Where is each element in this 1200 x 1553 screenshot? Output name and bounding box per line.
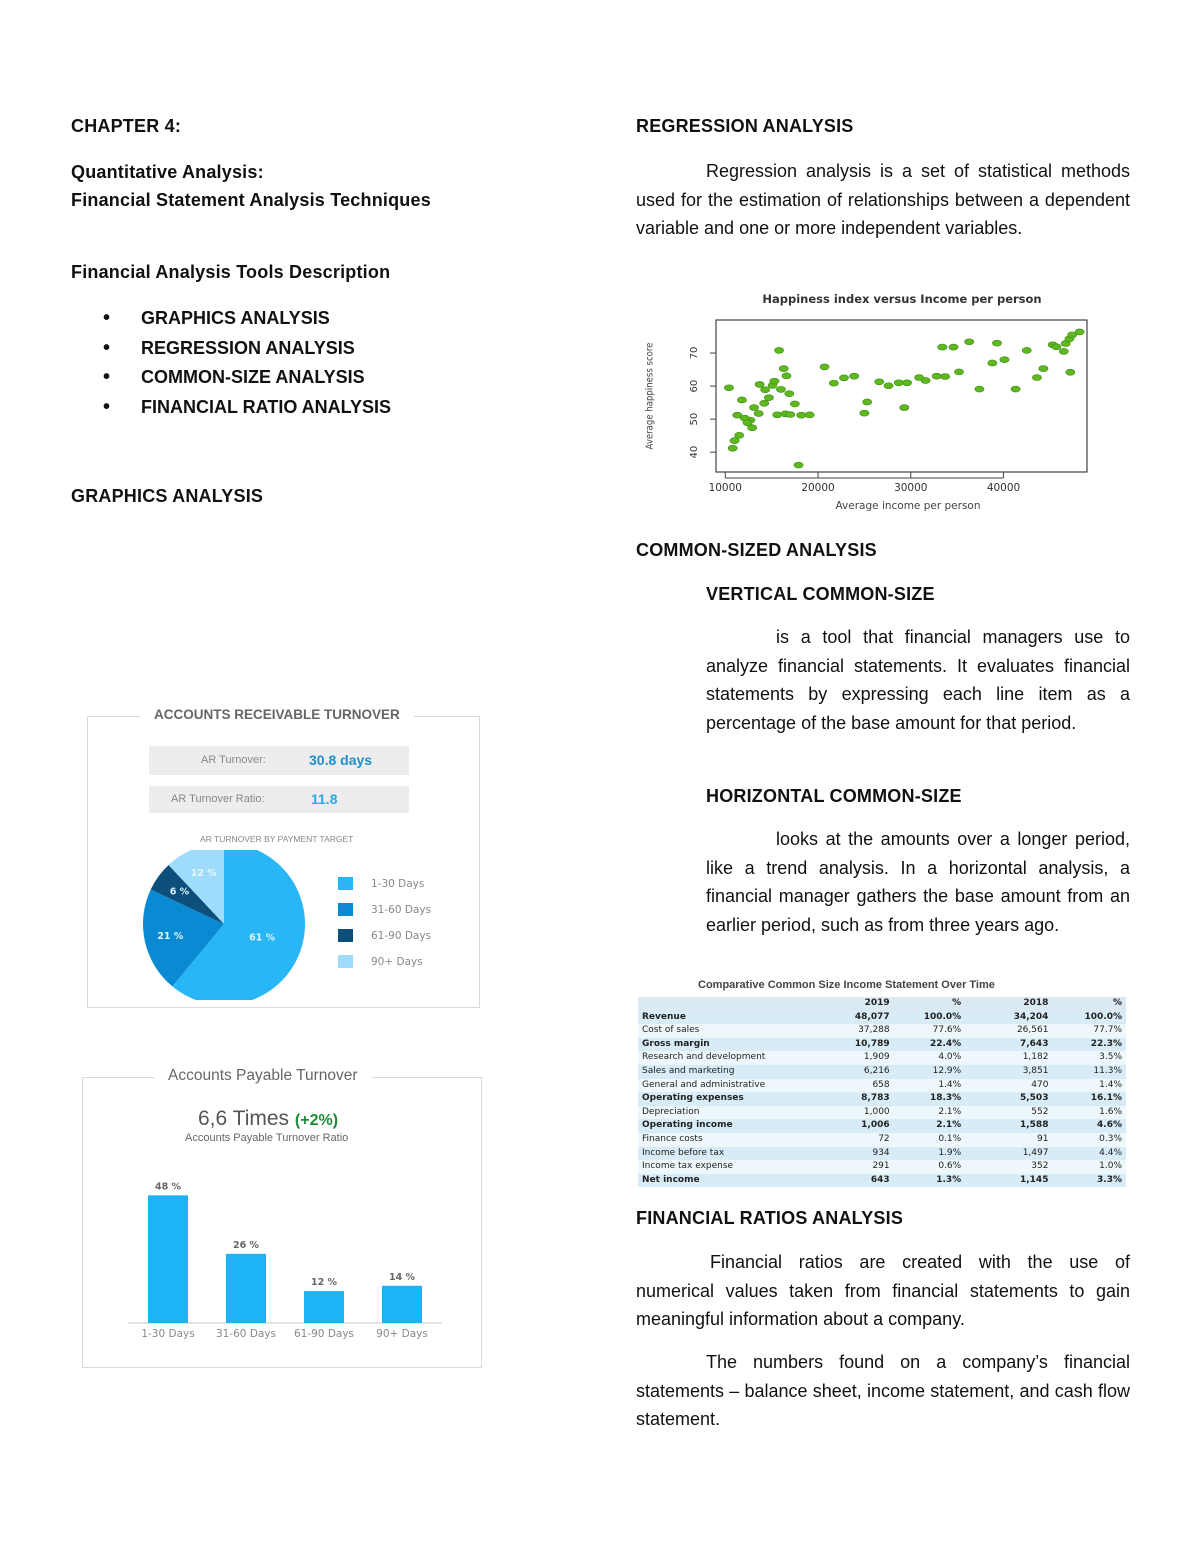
scatter-point: [737, 397, 746, 403]
scatter-point: [724, 385, 733, 391]
scatter-point: [755, 381, 764, 387]
table-cell: General and administrative: [638, 1079, 834, 1093]
legend-swatch: [338, 903, 353, 916]
bar-category-label: 1-30 Days: [141, 1328, 195, 1340]
tools-list-item: • FINANCIAL RATIO ANALYSIS: [71, 397, 391, 427]
y-tick-label: 50: [689, 412, 700, 426]
table-cell: 100.0%: [1052, 1011, 1126, 1025]
scatter-point: [1032, 374, 1041, 380]
table-row: [638, 1133, 1126, 1147]
bar: [148, 1195, 188, 1323]
bar: [382, 1286, 422, 1323]
table-cell: 1,588: [965, 1119, 1052, 1133]
pie-data-label: 61 %: [249, 932, 276, 944]
table-row: [638, 1106, 1126, 1120]
vertical-paragraph: is a tool that financial managers use to analyze financial statements. It evaluates financial statements by expressing each line item as a percentage of the base amount for that period.: [706, 627, 1130, 733]
table-cell: Finance costs: [638, 1133, 834, 1147]
ap-value: 6,6 Times: [198, 1107, 290, 1130]
table-row: [638, 1038, 1126, 1052]
scatter-point: [900, 405, 909, 411]
table-row: [638, 1011, 1126, 1025]
table-row: [638, 1092, 1126, 1106]
scatter-point: [773, 412, 782, 418]
table-cell: 0.6%: [894, 1160, 966, 1174]
pie-data-label: 6 %: [169, 886, 190, 898]
scatter-point: [1000, 357, 1009, 363]
table-cell: 7,643: [965, 1038, 1052, 1052]
scatter-x-label: Average income per person: [835, 500, 981, 512]
legend-label: 31-60 Days: [371, 904, 432, 916]
vertical-heading: VERTICAL COMMON-SIZE: [706, 584, 935, 604]
table-cell: Income tax expense: [638, 1160, 834, 1174]
horizontal-heading: HORIZONTAL COMMON-SIZE: [706, 786, 962, 806]
table-cell: 77.7%: [1052, 1024, 1126, 1038]
scatter-point: [938, 344, 947, 350]
table-cell: 3.3%: [1052, 1174, 1126, 1188]
ar-ratio-label: AR Turnover Ratio:: [171, 793, 265, 805]
table-cell: 12.9%: [894, 1065, 966, 1079]
table-cell: 18.3%: [894, 1092, 966, 1106]
scatter-point: [932, 373, 941, 379]
y-tick-label: 60: [689, 379, 700, 393]
table-cell: Sales and marketing: [638, 1065, 834, 1079]
scatter-point: [863, 399, 872, 405]
scatter-point: [829, 380, 838, 386]
table-cell: 16.1%: [1052, 1092, 1126, 1106]
table-cell: 1,006: [834, 1119, 894, 1133]
table-cell: 10,789: [834, 1038, 894, 1052]
legend-swatch: [338, 929, 353, 942]
bar-data-label: 14 %: [388, 1271, 416, 1283]
ap-bar-chart: [120, 1165, 460, 1350]
scatter-point: [839, 375, 848, 381]
table-cell: 1.6%: [1052, 1106, 1126, 1120]
table-cell: Research and development: [638, 1051, 834, 1065]
bar-data-label: 12 %: [310, 1277, 338, 1289]
table-cell: 643: [834, 1174, 894, 1188]
scatter-point: [805, 412, 814, 418]
scatter-point: [1075, 329, 1084, 335]
scatter-point: [975, 386, 984, 392]
scatter-point: [1039, 366, 1048, 372]
table-cell: 934: [834, 1147, 894, 1161]
scatter-point: [797, 412, 806, 418]
pie-data-label: 21 %: [157, 931, 184, 943]
legend-swatch: [338, 955, 353, 968]
ar-card-title: ACCOUNTS RECEIVABLE TURNOVER: [140, 707, 414, 722]
scatter-point: [860, 410, 869, 416]
tools-list-item: • GRAPHICS ANALYSIS: [71, 308, 391, 338]
tools-list-item: • REGRESSION ANALYSIS: [71, 338, 391, 368]
ap-headline: [198, 1107, 338, 1131]
table-header: 2018: [965, 997, 1052, 1011]
table-cell: 11.3%: [1052, 1065, 1126, 1079]
table-cell: 1.4%: [1052, 1079, 1126, 1093]
common-size-table: [638, 997, 1126, 1187]
subtitle-line-1: Quantitative Analysis:: [71, 162, 264, 182]
y-tick-label: 70: [689, 346, 700, 360]
table-cell: 291: [834, 1160, 894, 1174]
scatter-point: [902, 380, 911, 386]
table-row: [638, 1051, 1126, 1065]
x-tick-label: 20000: [801, 482, 835, 494]
pie-data-label: 12 %: [190, 867, 217, 879]
table-header: %: [1052, 997, 1126, 1011]
scatter-point: [954, 369, 963, 375]
table-cell: Income before tax: [638, 1147, 834, 1161]
table-row: [638, 1065, 1126, 1079]
horizontal-paragraph: looks at the amounts over a longer period, like a trend analysis. In a horizontal analysis, a financial manager gathers the base amount from an earlier period, such as from three years ago.: [706, 829, 1130, 935]
table-header: [638, 997, 834, 1011]
table-cell: 77.6%: [894, 1024, 966, 1038]
scatter-point: [779, 366, 788, 372]
table-cell: 22.3%: [1052, 1038, 1126, 1052]
table-cell: 26,561: [965, 1024, 1052, 1038]
table-cell: 3.5%: [1052, 1051, 1126, 1065]
ratios-heading: FINANCIAL RATIOS ANALYSIS: [636, 1208, 904, 1228]
ar-pie-chart: [130, 850, 460, 1000]
table-cell: 1,497: [965, 1147, 1052, 1161]
scatter-point: [1052, 344, 1061, 350]
table-header: %: [894, 997, 966, 1011]
table-cell: 4.6%: [1052, 1119, 1126, 1133]
ar-ratio-value: 11.8: [311, 791, 338, 807]
subtitle-line-2: Financial Statement Analysis Techniques: [71, 190, 431, 210]
regression-paragraph: Regression analysis is a set of statistical methods used for the estimation of relationships between a dependent variable and one or more independent variables.: [636, 161, 1130, 238]
scatter-point: [749, 405, 758, 411]
table-cell: 658: [834, 1079, 894, 1093]
ar-turnover-value: 30.8 days: [309, 752, 373, 768]
ap-subtitle: Accounts Payable Turnover Ratio: [185, 1132, 349, 1144]
x-tick-label: 30000: [894, 482, 928, 494]
scatter-point: [774, 347, 783, 353]
table-row: [638, 1160, 1126, 1174]
table-cell: 34,204: [965, 1011, 1052, 1025]
regression-scatter-chart: [638, 288, 1118, 516]
table-cell: 22.4%: [894, 1038, 966, 1052]
scatter-point: [785, 391, 794, 397]
bar-category-label: 31-60 Days: [215, 1328, 277, 1340]
table-cell: 1,145: [965, 1174, 1052, 1188]
table-cell: Net income: [638, 1174, 834, 1188]
common-size-heading: COMMON-SIZED ANALYSIS: [636, 540, 877, 560]
graphics-heading: GRAPHICS ANALYSIS: [71, 486, 264, 506]
table-row: [638, 1119, 1126, 1133]
common-size-table-title: Comparative Common Size Income Statement Over Time: [698, 979, 995, 991]
table-cell: 0.1%: [894, 1133, 966, 1147]
table-cell: 6,216: [834, 1065, 894, 1079]
scatter-point: [921, 377, 930, 383]
scatter-point: [965, 339, 974, 345]
regression-heading: REGRESSION ANALYSIS: [636, 116, 854, 136]
table-cell: 100.0%: [894, 1011, 966, 1025]
table-cell: 2.1%: [894, 1106, 966, 1120]
table-cell: 1,182: [965, 1051, 1052, 1065]
scatter-point: [940, 374, 949, 380]
table-cell: 72: [834, 1133, 894, 1147]
legend-label: 1-30 Days: [371, 878, 425, 890]
scatter-point: [875, 379, 884, 385]
ar-ratio-row: [149, 786, 409, 813]
legend-swatch: [338, 877, 353, 890]
scatter-point: [894, 380, 903, 386]
bar-data-label: 48 %: [154, 1181, 182, 1193]
table-header: 2019: [834, 997, 894, 1011]
table-cell: 352: [965, 1160, 1052, 1174]
table-cell: Operating expenses: [638, 1092, 834, 1106]
ar-turnover-row: [149, 746, 409, 775]
bar: [226, 1254, 266, 1323]
scatter-point: [790, 401, 799, 407]
y-tick-label: 40: [689, 445, 700, 459]
table-cell: Operating income: [638, 1119, 834, 1133]
table-cell: 0.3%: [1052, 1133, 1126, 1147]
scatter-point: [776, 386, 785, 392]
bar-category-label: 61-90 Days: [293, 1328, 355, 1340]
scatter-point: [760, 400, 769, 406]
scatter-point: [1011, 386, 1020, 392]
table-cell: Revenue: [638, 1011, 834, 1025]
scatter-point: [1066, 369, 1075, 375]
scatter-point: [748, 425, 757, 431]
scatter-point: [988, 360, 997, 366]
table-cell: 1.0%: [1052, 1160, 1126, 1174]
legend-label: 90+ Days: [371, 956, 423, 968]
scatter-point: [1022, 347, 1031, 353]
ratios-paragraph-2: The numbers found on a company’s financial statements – balance sheet, income statement, and cash flow statement.: [636, 1352, 1130, 1429]
pie-title: AR TURNOVER BY PAYMENT TARGET: [200, 834, 354, 844]
table-row: [638, 1079, 1126, 1093]
scatter-point: [794, 462, 803, 468]
tools-list-item: • COMMON-SIZE ANALYSIS: [71, 367, 391, 397]
scatter-point: [992, 340, 1001, 346]
scatter-point: [782, 373, 791, 379]
table-cell: 1.3%: [894, 1174, 966, 1188]
scatter-title: Happiness index versus Income per person: [762, 292, 1042, 306]
scatter-point: [764, 395, 773, 401]
table-cell: Depreciation: [638, 1106, 834, 1120]
bar-category-label: 90+ Days: [376, 1328, 428, 1340]
scatter-y-label: Average happiness score: [644, 342, 656, 450]
table-cell: 37,288: [834, 1024, 894, 1038]
table-cell: 1,909: [834, 1051, 894, 1065]
scatter-point: [735, 432, 744, 438]
table-cell: 1.9%: [894, 1147, 966, 1161]
table-cell: 8,783: [834, 1092, 894, 1106]
scatter-point: [754, 411, 763, 417]
table-cell: 1.4%: [894, 1079, 966, 1093]
table-row: [638, 1024, 1126, 1038]
x-tick-label: 10000: [708, 482, 742, 494]
bar-data-label: 26 %: [232, 1239, 260, 1251]
tools-heading: Financial Analysis Tools Description: [71, 262, 391, 282]
x-tick-label: 40000: [986, 482, 1021, 494]
scatter-point: [820, 364, 829, 370]
table-cell: 3,851: [965, 1065, 1052, 1079]
common-size-table-wrap: [638, 997, 1126, 1187]
table-cell: 470: [965, 1079, 1052, 1093]
chapter-heading: CHAPTER 4:: [71, 116, 182, 136]
table-cell: 5,503: [965, 1092, 1052, 1106]
table-cell: 48,077: [834, 1011, 894, 1025]
table-cell: 91: [965, 1133, 1052, 1147]
scatter-point: [884, 383, 893, 389]
table-cell: Cost of sales: [638, 1024, 834, 1038]
tools-list: [71, 308, 391, 426]
ap-change: (+2%): [294, 1112, 339, 1129]
scatter-point: [733, 412, 742, 418]
ratios-paragraph-1: Financial ratios are created with the use of numerical values taken from financial statements to gain meaningful information about a company.: [636, 1252, 1130, 1329]
table-cell: 1,000: [834, 1106, 894, 1120]
bar: [304, 1291, 344, 1323]
table-cell: 4.0%: [894, 1051, 966, 1065]
ar-turnover-label: AR Turnover:: [201, 754, 266, 766]
table-cell: 552: [965, 1106, 1052, 1120]
table-cell: 2.1%: [894, 1119, 966, 1133]
scatter-point: [761, 387, 770, 393]
legend-label: 61-90 Days: [371, 930, 432, 942]
scatter-point: [786, 412, 795, 418]
scatter-point: [1059, 348, 1068, 354]
table-row: [638, 1147, 1126, 1161]
ap-card-title: Accounts Payable Turnover: [154, 1067, 372, 1085]
scatter-point: [728, 445, 737, 451]
table-cell: Gross margin: [638, 1038, 834, 1052]
table-cell: 4.4%: [1052, 1147, 1126, 1161]
table-row: [638, 1174, 1126, 1188]
scatter-point: [770, 378, 779, 384]
scatter-point: [949, 344, 958, 350]
scatter-point: [850, 373, 859, 379]
